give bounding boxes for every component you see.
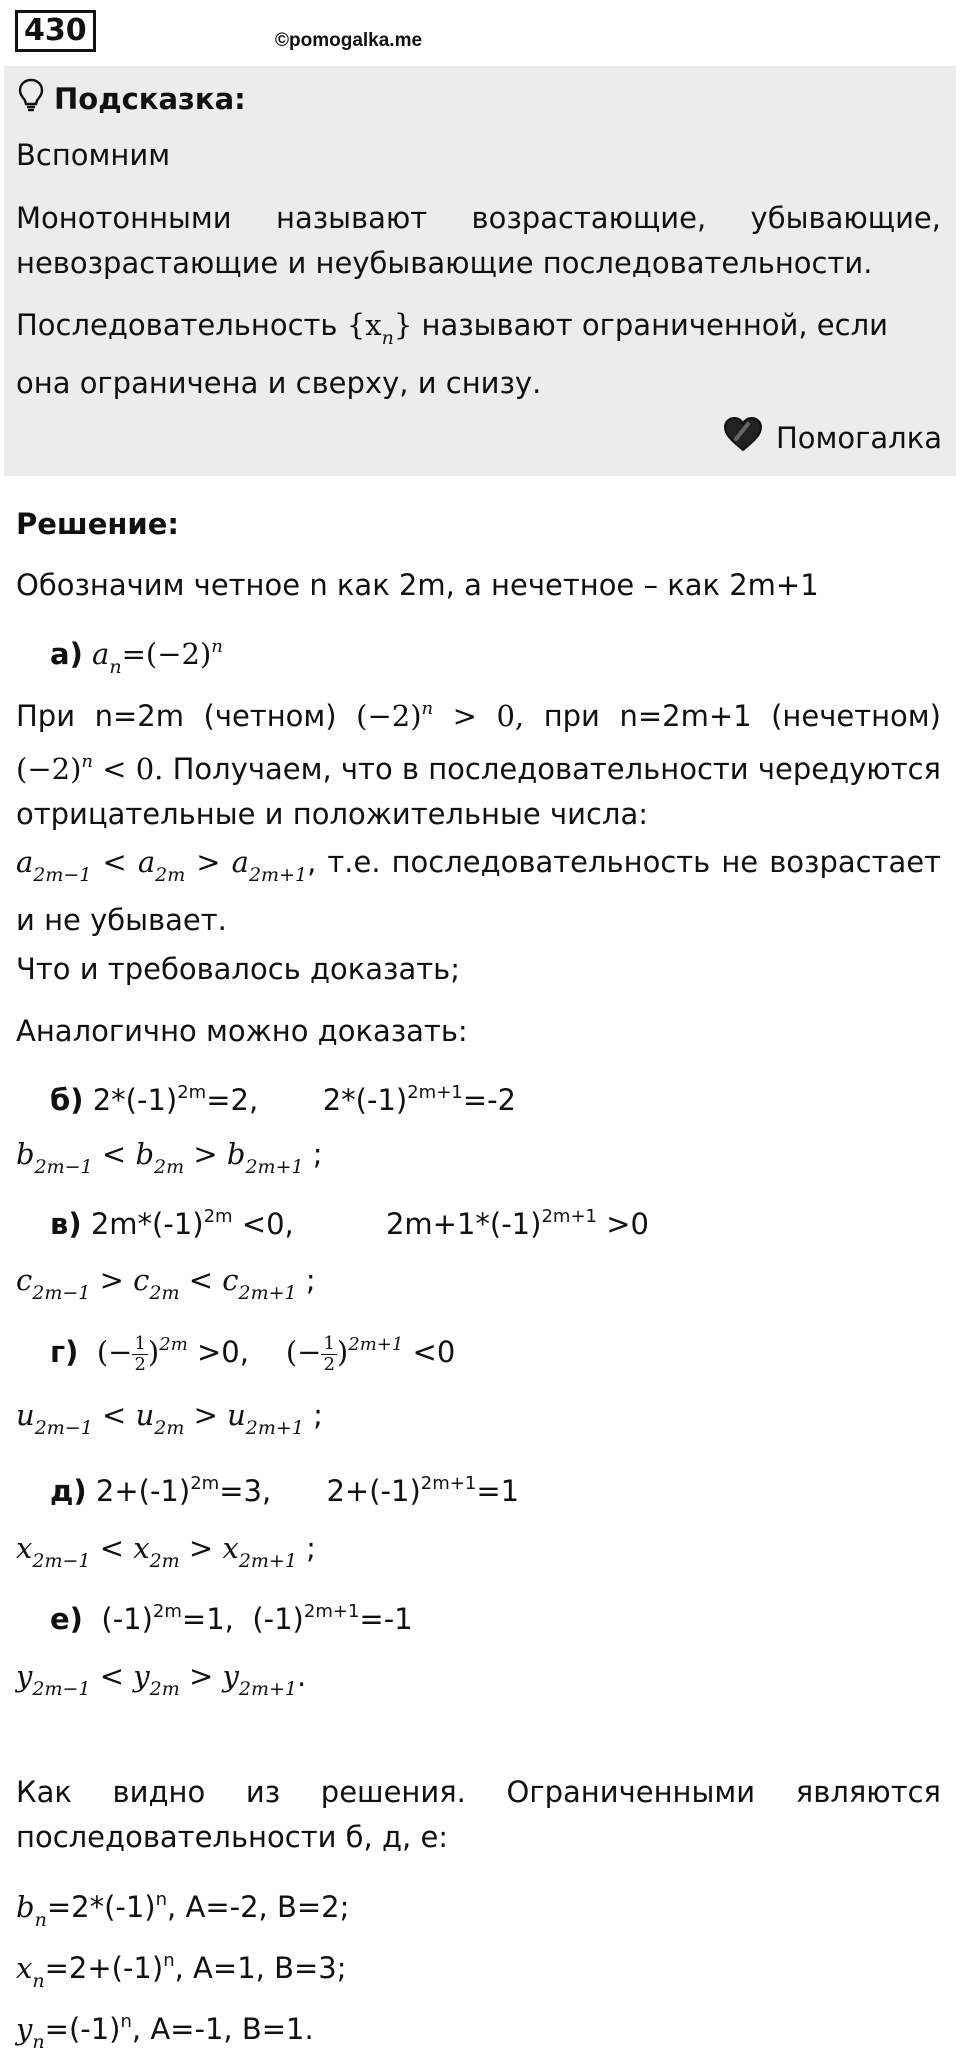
result-xn: $x_n=2+(-1)^n$, A=1, B=3;: [16, 1950, 347, 1992]
para-a: При n=2m (четном) $(-2)^n > 0$, при n=2m+1 (нечетном) $(-2)^n < 0$. Получаем, что в последовательности чередуются отрицательные и положительные числа:: [16, 698, 941, 831]
brand-text: Помогалка: [776, 420, 942, 455]
conclusion: Как видно из решения. Ограниченными являются последовательности б, д, е:: [16, 1775, 941, 1854]
ineq-x: $x_{2m-1} < x_{2m} > x_{2m+1}$ ;: [16, 1531, 316, 1572]
heart-icon: [722, 415, 764, 460]
proved-text: Что и требовалось доказать;: [16, 952, 460, 986]
solution-intro: Обозначим четное n как 2m, а нечетное – как 2m+1: [16, 568, 819, 602]
item-g: г) (− $\frac{1}{2}$ )$^{2m}$ >0, (− $\frac{1}{2}$ )$^{2m+1}$ <0: [50, 1332, 456, 1375]
ineq-u: $u_{2m-1} < u_{2m} > u_{2m+1}$ ;: [16, 1398, 323, 1439]
result-yn: $y_n=(-1)^n$, A=-1, B=1.: [16, 2011, 314, 2053]
copyright: ©pomogalka.me: [275, 30, 423, 51]
ineq-y: $y_{2m-1} < y_{2m} > y_{2m+1}$.: [16, 1659, 307, 1700]
item-v: в) $2m*(-1)^{2m} <0$, $2m+1*(-1)^{2m+1} >0$: [50, 1206, 649, 1241]
hint-title: [18, 78, 246, 119]
lightbulb-icon: [18, 78, 44, 119]
brand: [722, 415, 942, 460]
item-a: а) $a_n=(-2)^n$: [50, 636, 223, 678]
item-d: д) $2+(-1)^{2m}=3$, $2+(-1)^{2m+1}=1$: [50, 1473, 520, 1508]
result-bn: $b_n=2*(-1)^n$, A=-2, B=2;: [16, 1889, 350, 1931]
similarly-text: Аналогично можно доказать:: [16, 1014, 468, 1048]
solution-title: Решение:: [16, 507, 180, 541]
ineq-b: $b_{2m-1} < b_{2m} > b_{2m+1}$ ;: [16, 1137, 323, 1178]
item-b: б) $2*(-1)^{2m}=2$, $2*(-1)^{2m+1}=-2$: [50, 1082, 516, 1117]
hint-p3: Последовательность $\{x_n\}$ называют ограниченной, если она ограничена и сверху, и снизу.: [16, 308, 888, 400]
item-e: е) $(-1)^{2m}=1$, $(-1)^{2m+1}=-1$: [50, 1601, 413, 1636]
hint-p1: Вспомним: [16, 138, 171, 172]
problem-number: 430: [15, 10, 96, 52]
hint-p2: Монотонными называют возрастающие, убывающие, невозрастающие и неубывающие последовательности.: [16, 201, 941, 280]
hint-title-text: Подсказка:: [54, 81, 246, 116]
ineq-a: $a_{2m-1} < a_{2m} > a_{2m+1}$, т.е. последовательность не возрастает и не убывает.: [16, 845, 941, 937]
ineq-c: $c_{2m-1} > c_{2m} < c_{2m+1}$ ;: [16, 1263, 316, 1304]
